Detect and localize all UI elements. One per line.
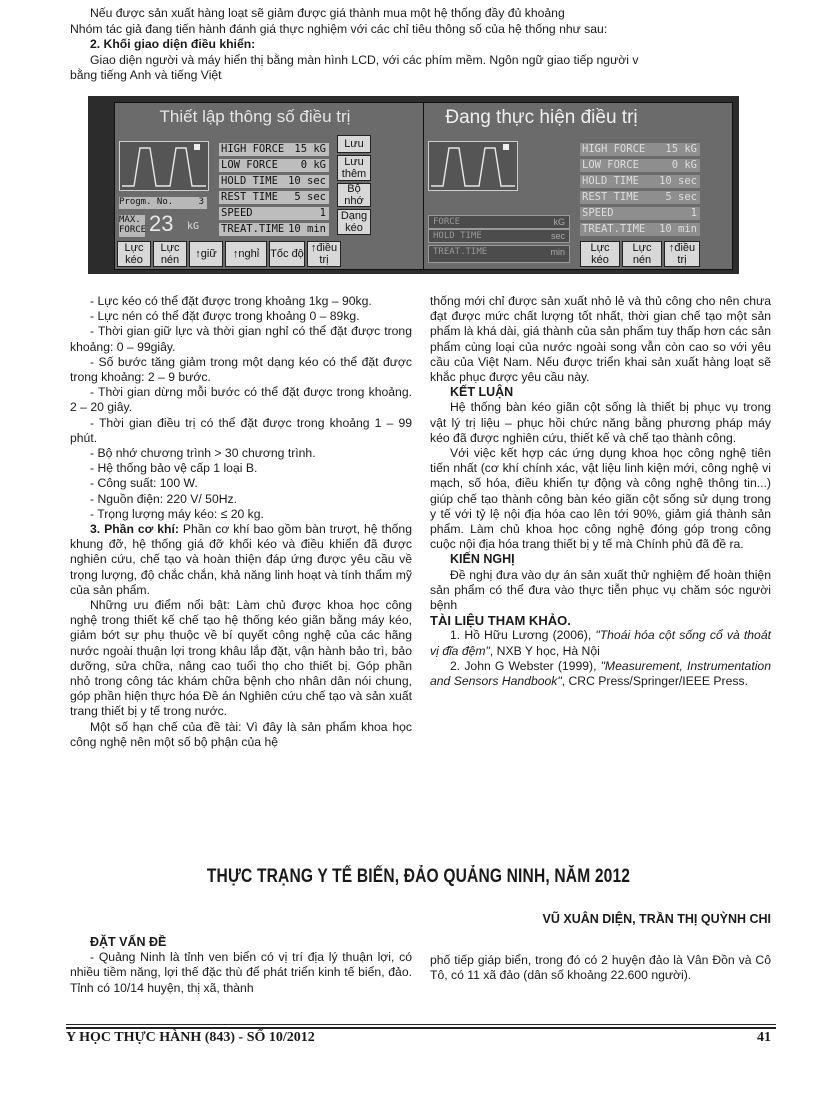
journal-name: Y HỌC THỰC HÀNH (843) - SỐ 10/2012 <box>66 1030 315 1045</box>
program-label: Progm. No. <box>119 197 174 207</box>
max-force-value: 23 <box>149 211 174 236</box>
paragraph <box>70 522 412 598</box>
reference-item <box>430 659 771 689</box>
section-heading: KẾT LUẬN <box>450 385 514 400</box>
force-unit: kG <box>553 217 565 227</box>
speed-button[interactable]: Tốc độ <box>269 241 305 267</box>
reference-author: 1. Hồ Hữu Lương (2006), <box>450 628 596 643</box>
param-low-force: LOW FORCE 0 kG <box>580 159 700 172</box>
traction-graph <box>428 141 518 191</box>
param-rest-time: REST TIME 5 sec <box>580 191 700 204</box>
force-readout <box>428 215 570 229</box>
spec-item: - Hệ thống bảo vệ cấp 1 loại B. <box>90 461 258 476</box>
paragraph-text: Phần cơ khí bao gồm bàn trượt, hệ thống khung đỡ, hệ thống giá đỡ khối kéo và điều khiển đã được nghiên cứu, chế tạo và hoàn thiện đáp ứng được yêu cầu về trọng lượng, độ chắc chắn, khả năng linh hoạt và tính thẩm mỹ của sản phẩm. <box>70 522 412 597</box>
footer-rule <box>66 1024 776 1025</box>
paragraph: Những ưu điểm nổi bật: Làm chủ được khoa học công nghệ trong thiết kế chế tạo hệ thống kéo giãn bằng máy kéo, giảm bớt sự phụ thuộc về bí quyết công nghệ của các hãng nước ngoài thuận lợi trong khâu lắp đặt, vận hành bảo trì, bảo dưỡng, sửa chữa, nâng cao tuổi thọ cho thiết bị. Góp phần nhỏ trong công tác khám chữa bệnh cho nhân dân nói chung, góp phần hiện thực hóa Đề án Nghiên cứu chế tạo và sản xuất trang thiết bị y tế trong nước. <box>70 598 412 719</box>
page-number: 41 <box>757 1030 771 1045</box>
spec-item: - Lực nén có thể đặt được trong khoảng 0 – 89kg. <box>90 309 360 324</box>
param-rest-time: REST TIME 5 sec <box>219 191 329 204</box>
article-title: THỰC TRẠNG Y TẾ BIỂN, ĐẢO QUẢNG NINH, NĂM 2012 <box>206 866 631 887</box>
spec-item: - Trọng lượng máy kéo: ≤ 20 kg. <box>90 506 264 521</box>
compression-force-button[interactable]: Lực nén <box>153 241 187 267</box>
top-paragraph <box>70 6 770 84</box>
reference-publisher: , CRC Press/Springer/IEEE Press. <box>561 674 748 689</box>
param-treat-time: TREAT.TIME 10 min <box>580 223 700 236</box>
paragraph: Với việc kết hợp các ứng dụng khoa học công nghệ tiên tiến nhất (cơ khí chính xác, vật liệu linh kiện mới, công nghệ vi mạch, số hóa, điều khiển tự động và công nghệ thông tin...) giúp chế tạo thành công bàn kéo giãn cột sống sử dụng trong y tế với tỷ lệ nội địa hóa cao lên tới 90%, giảm giá thành sản phẩm. Làm chủ khoa học công nghệ đóng góp trong công cuộc nội địa hóa trang thiết bị y tế mà Chính phủ đã đề ra. <box>430 446 771 552</box>
authors: VŨ XUÂN DIỆN, TRẦN THỊ QUỲNH CHI <box>542 912 771 926</box>
spec-item: - Công suất: 100 W. <box>90 476 198 491</box>
traction-force-button[interactable]: Lực kéo <box>580 241 620 267</box>
spec-item: - Thời gian dừng mỗi bước có thể đặt được trong khoảng. 2 – 20 giây. <box>70 385 412 415</box>
program-value: 3 <box>198 197 204 207</box>
memory-button[interactable]: Bộ nhớ <box>337 183 371 207</box>
param-high-force: HIGH FORCE 15 kG <box>219 143 329 156</box>
rest-time-button[interactable]: ↑nghỉ <box>225 241 267 267</box>
treat-time-unit: min <box>550 247 565 257</box>
param-speed: SPEED 1 <box>580 207 700 220</box>
spec-item: - Thời gian giữ lực và thời gian nghỉ có thể đặt được trong khoảng: 0 – 99giây. <box>70 324 412 354</box>
reference-author: 2. John G Webster (1999), <box>450 658 601 673</box>
section-heading: ĐẶT VẤN ĐỀ <box>90 935 167 949</box>
hold-time-unit: sec <box>550 231 565 241</box>
spec-item: - Nguồn điện: 220 V/ 50Hz. <box>90 491 238 506</box>
right-column <box>430 294 771 689</box>
param-treat-time: TREAT.TIME 10 min <box>219 223 329 236</box>
intro-left <box>70 935 412 996</box>
force-label: FORCE <box>433 217 461 227</box>
spec-item: - Số bước tăng giảm trong một dạng kéo có thể đặt được trong khoảng: 2 – 9 bước. <box>70 354 412 385</box>
param-low-force: LOW FORCE 0 kG <box>219 159 329 172</box>
left-column <box>70 294 412 750</box>
text-line: Nhóm tác giả đang tiến hành đánh giá thực nghiệm với các chỉ tiêu thông số của hệ thống như sau: <box>70 21 608 36</box>
traction-force-button[interactable]: Lực kéo <box>117 241 151 267</box>
lcd-title: Thiết lập thông số điều trị <box>159 107 351 126</box>
param-hold-time: HOLD TIME 10 sec <box>219 175 329 188</box>
section-heading: KIẾN NGHỊ <box>450 552 515 567</box>
paragraph: phố tiếp giáp biển, trong đó có 2 huyện đảo là Vân Đồn và Cô Tô, có 11 xã đảo (dân số khoảng 22.600 người). <box>430 953 771 983</box>
param-speed: SPEED 1 <box>219 207 329 220</box>
lcd-title: Đang thực hiện điều trị <box>445 107 638 128</box>
treatment-time-button[interactable]: ↑điều trị <box>664 241 700 267</box>
save-button[interactable]: Lưu <box>337 135 371 153</box>
reference-item <box>430 628 771 658</box>
paragraph: Đề nghị đưa vào dự án sản xuất thử nghiệm để hoàn thiện sản phẩm có thể đưa vào thực tiễn phục vụ chăm sóc người bệnh <box>430 567 771 613</box>
traction-graph <box>119 141 209 191</box>
spec-item: - Bộ nhớ chương trình > 30 chương trình. <box>90 446 316 461</box>
treatment-time-button[interactable]: ↑điều trị <box>307 241 341 267</box>
spec-item: - Thời gian điều trị có thể đặt được trong khoảng 1 – 99 phút. <box>70 415 412 445</box>
references-heading: TÀI LIỆU THAM KHẢO. <box>430 613 571 629</box>
treat-time-label: TREAT.TIME <box>433 247 488 257</box>
text-line: bằng tiếng Anh và tiếng Việt <box>70 68 222 82</box>
max-force-label: MAX. FORCE <box>119 215 147 235</box>
paragraph: Hệ thống bàn kéo giãn cột sống là thiết bị phục vụ trong vật lý trị liệu – phục hồi chức năng bằng phương pháp máy kéo đã được nghiên cứu, thiết kế và chế tạo thành công. <box>430 400 771 445</box>
intro-right <box>430 953 771 983</box>
reference-publisher: , NXB Y học, Hà Nội <box>489 643 600 658</box>
traction-mode-button[interactable]: Dạng kéo <box>337 209 371 235</box>
max-force-unit: kG <box>187 221 200 232</box>
reference-title: "Measurement, Instrumentation and Sensors Handbook" <box>430 658 771 689</box>
hold-time-label: HOLD TIME <box>433 231 482 241</box>
lcd-figure <box>88 96 739 274</box>
reference-title: "Thoái hóa cột sống cổ và thoát vị đĩa đệm" <box>430 628 772 658</box>
save-more-button[interactable]: Lưu thêm <box>337 155 371 181</box>
param-high-force: HIGH FORCE 15 kG <box>580 143 700 156</box>
paragraph: Một số hạn chế của đề tài: Vì đây là sản phẩm khoa học công nghệ nên một số bộ phận của hệ <box>70 719 412 749</box>
spec-item: - Lực kéo có thể đặt được trong khoảng 1kg – 90kg. <box>90 294 372 308</box>
paragraph: thống mới chỉ được sản xuất nhỏ lẻ và thủ công cho nên chưa đạt được mức chất lượng tốt nhất, thời gian chế tạo một sản phẩm là khá dài, giá thành của sản phẩm tuy thấp hơn các sản phẩm cùng loại của nước ngoài song vẫn còn cao so với yêu cầu của Việt Nam. Nếu được triển khai sản xuất hàng loạt sẽ khắc phục được yêu cầu này. <box>430 294 771 385</box>
hold-time-readout <box>428 229 570 243</box>
lcd-screen-running <box>423 102 733 270</box>
footer-rule <box>66 1027 776 1029</box>
section-heading: 2. Khối giao diện điều khiển: <box>90 37 256 51</box>
paragraph: - Quảng Ninh là tỉnh ven biển có vị trí địa lý thuận lợi, có nhiều tiềm năng, lợi thế đặc thù để phát triển kinh tế biển, đảo. Tỉnh có 10/14 huyện, thị xã, thành <box>70 950 412 995</box>
treat-time-readout <box>428 245 570 263</box>
hold-time-button[interactable]: ↑giữ <box>189 241 223 267</box>
compression-force-button[interactable]: Lực nén <box>622 241 662 267</box>
section-heading: 3. Phần cơ khí: <box>90 522 179 537</box>
text-line: Giao diện người và máy hiển thị bằng màn hình LCD, với các phím mềm. Ngôn ngữ giao tiếp người v <box>90 52 639 67</box>
text-line: Nếu được sản xuất hàng loạt sẽ giảm được giá thành mua một hệ thống đầy đủ khoảng <box>90 6 565 20</box>
program-number <box>119 197 207 209</box>
param-hold-time: HOLD TIME 10 sec <box>580 175 700 188</box>
